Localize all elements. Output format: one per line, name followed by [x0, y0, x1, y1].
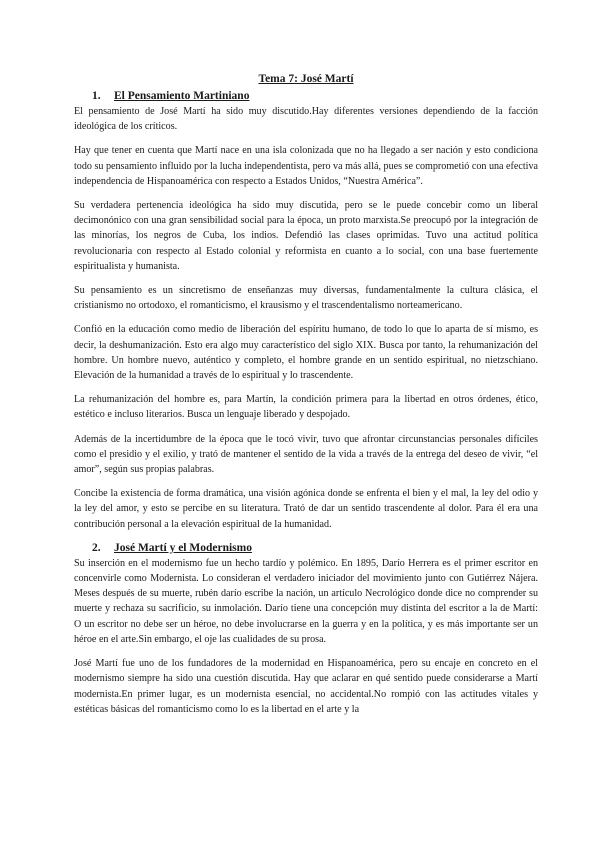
paragraph: Concibe la existencia de forma dramática, una visión agónica donde se enfrenta el bien y el mal, la ley del odio y la ley del amor, y esto se percibe en su literatura. Trató de dar un sentido trascendente al dolor. Para él era una contribución personal a la elevación espiritual de la humanidad. [74, 488, 538, 530]
paragraph: Además de la incertidumbre de la época que le tocó vivir, tuvo que afrontar circunstancias personales difíciles como el presidio y el exilio, y trató de mantener el sentido de la vida a través de la entrega del deseo de vivir, “el amor”, según sus propias palabras. [74, 433, 538, 476]
document-title: Tema 7: José Martí [258, 73, 354, 85]
paragraph: Su pensamiento es un sincretismo de enseñanzas muy diversas, fundamentalmente la cultura clásica, el cristianismo no ortodoxo, el romanticismo, el krausismo y el trascendentalismo norteamericano. [74, 285, 538, 312]
paragraph: Su inserción en el modernismo fue un hecho tardío y polémico. En 1895, Darío Herrera es el primer escritor en concenvirle como Modernista. Lo consideran el verdadero iniciador del movimiento junto con Gutiérrez Nájera. Meses después de su muerte, rubén darío escribe la nación, un artículo Necrológico donde dice no comprender su muerte y rechaza su sacrificio, su inmolación. Darío tiene una concepción muy distinta del escritor a la de Martí: O un escritor no debe ser un héroe, no debe involucrarse en la guerra y en la política, y es más importante ser un héroe en el arte.Sin embargo, el oje las cualidades de su prosa. [74, 557, 538, 645]
paragraph: Confió en la educación como medio de liberación del espíritu humano, de todo lo que lo aparta de sí mismo, es decir, la deshumanización. Esto era algo muy característico del siglo XIX. Busca por tanto, la rehumanización del hombre. Un hombre nuevo, auténtico y completo, el hombre grande en un sentido espiritual, no nietzschiano. Elevación de la humanidad a través de lo espiritual y lo trascendente. [74, 324, 538, 382]
paragraph: José Martí fue uno de los fundadores de la modernidad en Hispanoamérica, pero su encaje en concreto en el modernismo siempre ha sido una cuestión discutida. Hay que aclarar en qué sentido puede considerarse a Martí modernista.En primer lugar, es un modernista esencial, no accidental.No rompió con las actitudes vitales y estéticas básicas del romanticismo como lo es la libertad en el arte y la [74, 658, 538, 715]
paragraph: Hay que tener en cuenta que Martí nace en una isla colonizada que no ha llegado a ser nación y esto condiciona todo su pensamiento influido por la lucha independentista, pero va más allá, pues se comprometió con una efectiva independencia de Hispanoamérica con respecto a Estados Unidos, “Nuestra América”. [74, 145, 538, 187]
paragraph: La rehumanización del hombre es, para Martín, la condición primera para la libertad en otros órdenes, ético, estético e incluso literarios. Busca un lenguaje liberado y despojado. [74, 394, 538, 421]
section-heading-2 [74, 541, 538, 556]
section-number: 1. [92, 90, 101, 102]
section-heading-1 [74, 89, 538, 104]
section-number: 2. [92, 541, 101, 554]
paragraph: El pensamiento de José Martí ha sido muy discutido.Hay diferentes versiones dependiendo de la facción ideológica de los críticos. [74, 106, 538, 133]
section-title: El Pensamiento Martiniano [114, 90, 250, 102]
paragraph: Su verdadera pertenencia ideológica ha sido muy discutida, pero se le puede concebir como un liberal decimonónico con una gran sensibilidad social para la época, un proto marxista.Se preocupó por la integración de las minorías, los negros de Cuba, los indios. Defendió las clases oprimidas. Tuvo una actitud política revolucionaria con respecto al Estado colonial y reformista en cuanto a lo social, con una base fuertemente espiritualista y humanista. [74, 200, 538, 272]
section-title: José Martí y el Modernismo [114, 541, 252, 554]
